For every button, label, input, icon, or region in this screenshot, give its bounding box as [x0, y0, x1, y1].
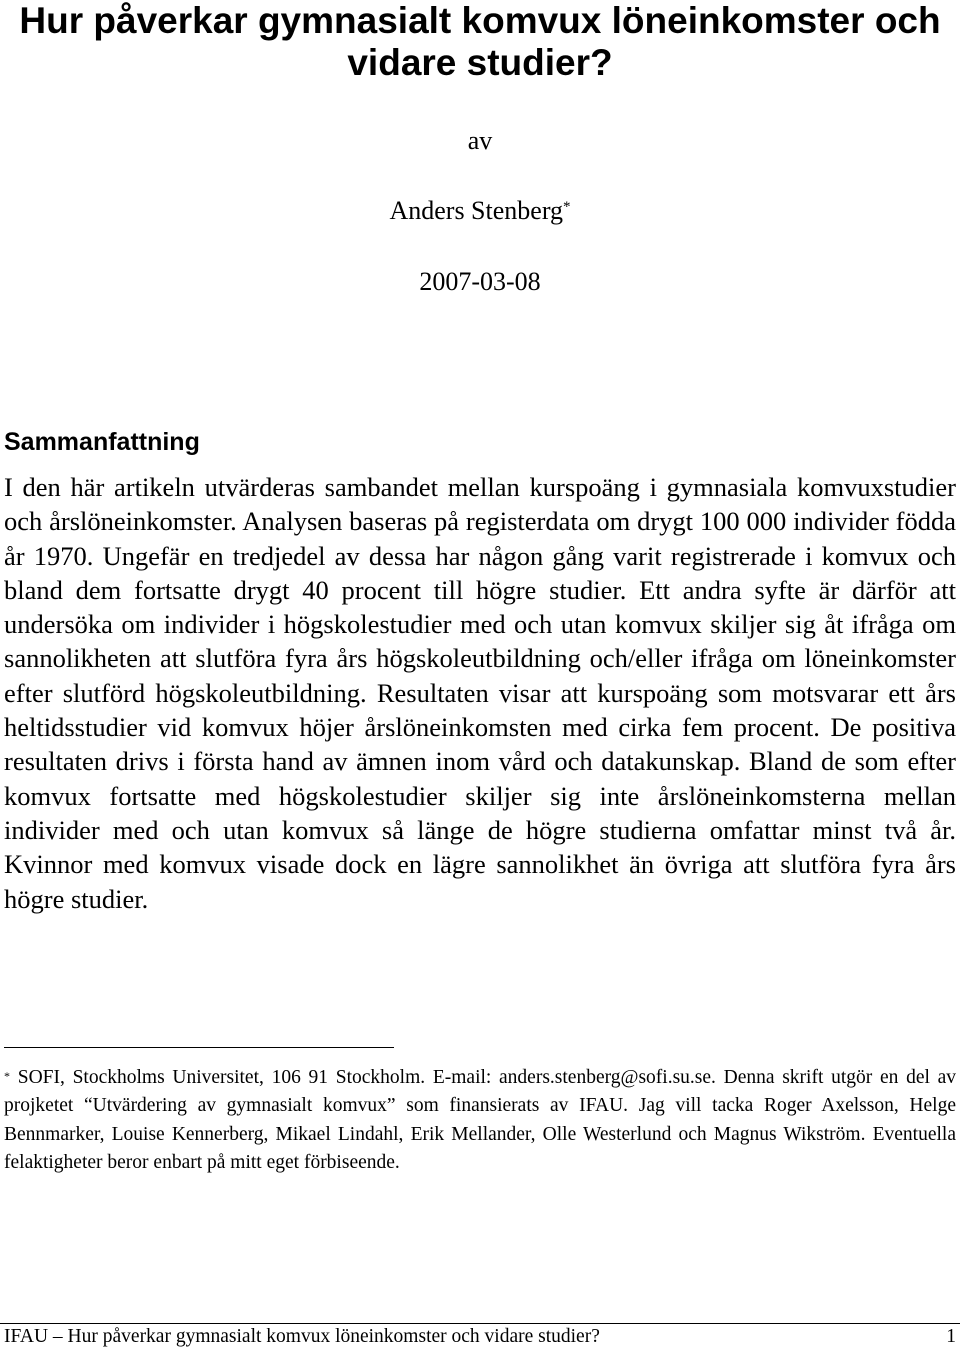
abstract-text: I den här artikeln utvärderas sambandet mellan kurspoäng i gymnasiala komvuxstudier och årslöneinkomster. Analysen baseras på registerdata om drygt 100 000 individer födda år 1970. Ungefär en tredjedel av dessa har någon gång varit registrerade i komvux och bland dem fortsatte drygt 40 procent till högre studier. Ett andra syfte är därför att undersöka om individer i högskolestudier med och utan komvux skiljer sig åt ifråga om sannolikheten att slutföra fyra års högskoleutbildning och/eller ifråga om löneinkomster efter slutförd högskoleutbildning. Resultaten visar att kurspoäng som motsvarar ett års heltidsstudier vid komvux höjer årslöneinkomsten med cirka fem procent. De positiva resultaten drivs i första hand av ämnen inom vård och datakunskap. Bland de som efter komvux fortsatte med högskolestudier skiljer sig inte årslöneinkomsterna mellan individer med och utan komvux så länge de högre studierna omfattar minst två år. Kvinnor med komvux visade dock en lägre sannolikhet än övriga att slutföra fyra års högre studier. — [4, 472, 956, 914]
author-name: Anders Stenberg — [389, 196, 564, 225]
footnote-text: SOFI, Stockholms Universitet, 106 91 Stockholm. E-mail: anders.stenberg@sofi.su.se. Denna skrift utgör en del av projketet “Utvärdering av gymnasialt komvux” som finansierats av IFAU. Jag vill tacka Roger Axelsson, Helge Bennmarker, Louise Kennerberg, Mikael Lindahl, Erik Mellander, Olle Westerlund och Magnus Wikström. Eventuella felaktigheter beror enbart på mitt eget förbiseende. — [4, 1067, 957, 1173]
paper-title: Hur påverkar gymnasialt komvux löneinkomster och vidare studier? — [19, 0, 941, 83]
footer-divider — [0, 1323, 960, 1324]
author-line — [0, 196, 960, 226]
footer-running-title: IFAU – Hur påverkar gymnasialt komvux löneinkomster och vidare studier? — [4, 1326, 600, 1347]
footnote — [4, 1064, 956, 1177]
footnote-divider — [4, 1047, 394, 1048]
author-footnote-marker: * — [563, 199, 571, 215]
page-number: 1 — [946, 1326, 956, 1347]
byline: av — [467, 126, 493, 155]
footnote-marker: * — [4, 1069, 10, 1083]
publication-date: 2007-03-08 — [419, 267, 541, 296]
abstract-heading: Sammanfattning — [4, 428, 200, 456]
